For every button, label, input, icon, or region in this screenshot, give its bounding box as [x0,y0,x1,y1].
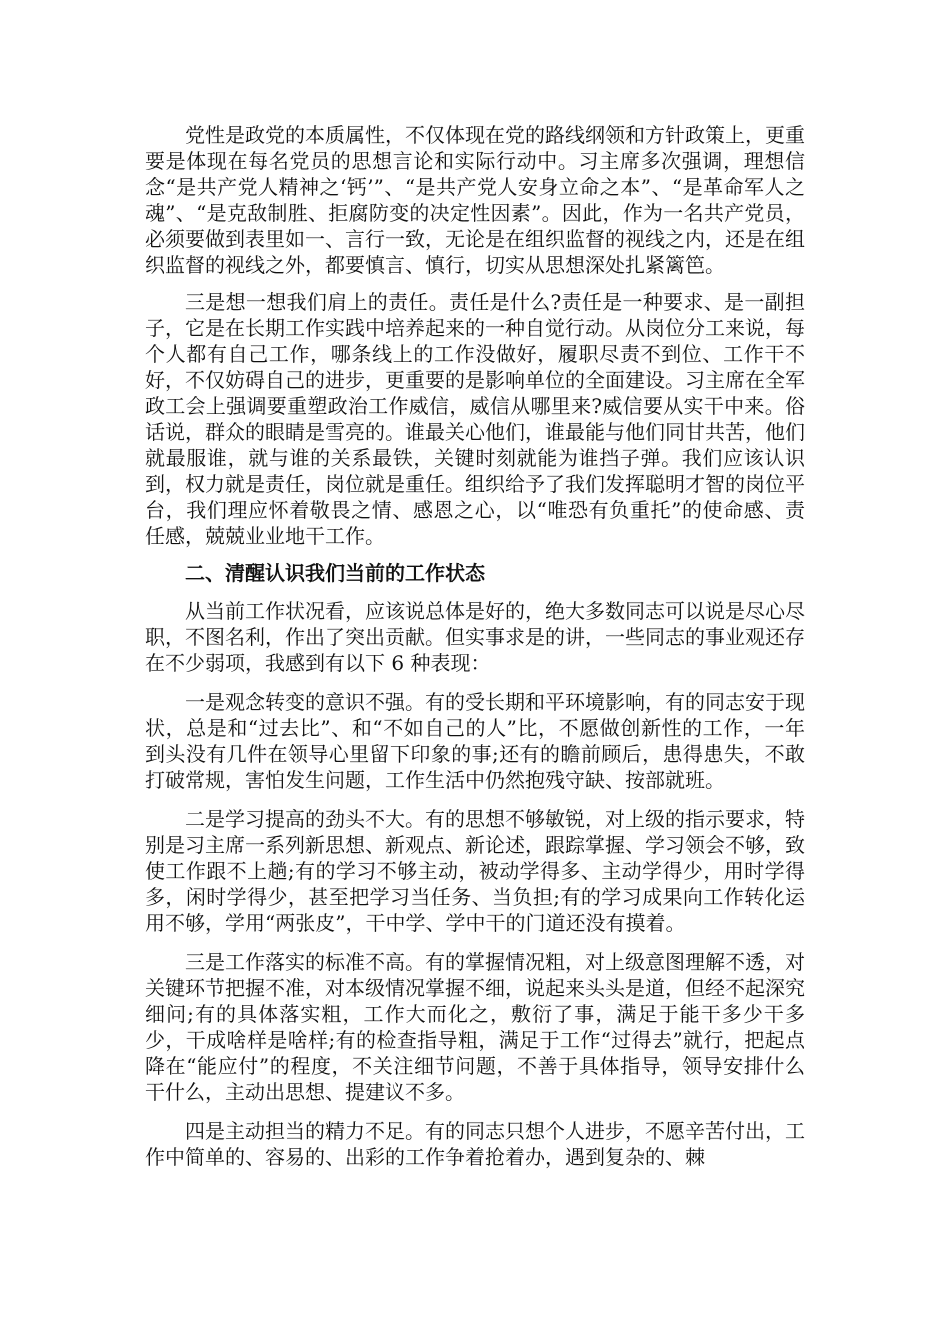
paragraph-point-one: 一是观念转变的意识不强。有的受长期和平环境影响，有的同志安于现状，总是和“过去比”、和“不如自己的人”比，不愿做创新性的工作，一年到头没有几件在领导心里留下印象的事;还有的瞻前顾后，患得患失，不敢打破常规，害怕发生问题，工作生活中仍然抱残守缺、按部就班。 [145,690,805,792]
paragraph-overview: 从当前工作状况看，应该说总体是好的，绝大多数同志可以说是尽心尽职，不图名利，作出了突出贡献。但实事求是的讲，一些同志的事业观还存在不少弱项，我感到有以下 6 种表现： [145,599,805,675]
paragraph-point-four: 四是主动担当的精力不足。有的同志只想个人进步，不愿辛苦付出，工作中简单的、容易的、出彩的工作争着抢着办，遇到复杂的、棘 [145,1119,805,1169]
paragraph-point-two: 二是学习提高的劲头不大。有的思想不够敏锐，对上级的指示要求，特别是习主席一系列新思想、新观点、新论述，跟踪掌握、学习领会不够，致使工作跟不上趟;有的学习不够主动，被动学得多、主动学得少，用时学得多，闲时学得少，甚至把学习当任务、当负担;有的学习成果向工作转化运用不够，学用“两张皮”，干中学、学中干的门道还没有摸着。 [145,807,805,935]
paragraph-point-three: 三是工作落实的标准不高。有的掌握情况粗，对上级意图理解不透，对关键环节把握不准，对本级情况掌握不细，说起来头头是道，但经不起深究细问;有的具体落实粗，工作大而化之，敷衍了事，满足于能干多少干多少，干成啥样是啥样;有的检查指导粗，满足于工作“过得去”就行，把起点降在“能应付”的程度，不关注细节问题，不善于具体指导，领导安排什么干什么，主动出思想、提建议不多。 [145,950,805,1104]
paragraph-responsibility: 三是想一想我们肩上的责任。责任是什么?责任是一种要求、是一副担子，它是在长期工作实践中培养起来的一种自觉行动。从岗位分工来说，每个人都有自己工作，哪条线上的工作没做好，履职尽责不到位、工作干不好，不仅妨碍自己的进步，更重要的是影响单位的全面建设。习主席在全军政工会上强调要重塑政治工作威信，威信从哪里来?威信要从实干中来。俗话说，群众的眼睛是雪亮的。谁最关心他们，谁最能与他们同甘共苦，他们就最服谁，就与谁的关系最铁，关键时刻就能为谁挡子弹。我们应该认识到，权力就是责任，岗位就是重任。组织给予了我们发挥聪明才智的岗位平台，我们理应怀着敬畏之情、感恩之心，以“唯恐有负重托”的使命感、责任感，兢兢业业地干工作。 [145,290,805,548]
document-page [145,122,805,1183]
section-heading: 二、清醒认识我们当前的工作状态 [185,561,485,585]
paragraph-party-spirit: 党性是政党的本质属性，不仅体现在党的路线纲领和方针政策上，更重要是体现在每名党员的思想言论和实际行动中。习主席多次强调，理想信念“是共产党人精神之‘钙’”、“是共产党人安身立命之本”、“是革命军人之魂”、“是克敌制胜、拒腐防变的决定性因素”。因此，作为一名共产党员，必须要做到表里如一、言行一致，无论是在组织监督的视线之内，还是在组织监督的视线之外，都要慎言、慎行，切实从思想深处扎紧篱笆。 [145,123,805,277]
